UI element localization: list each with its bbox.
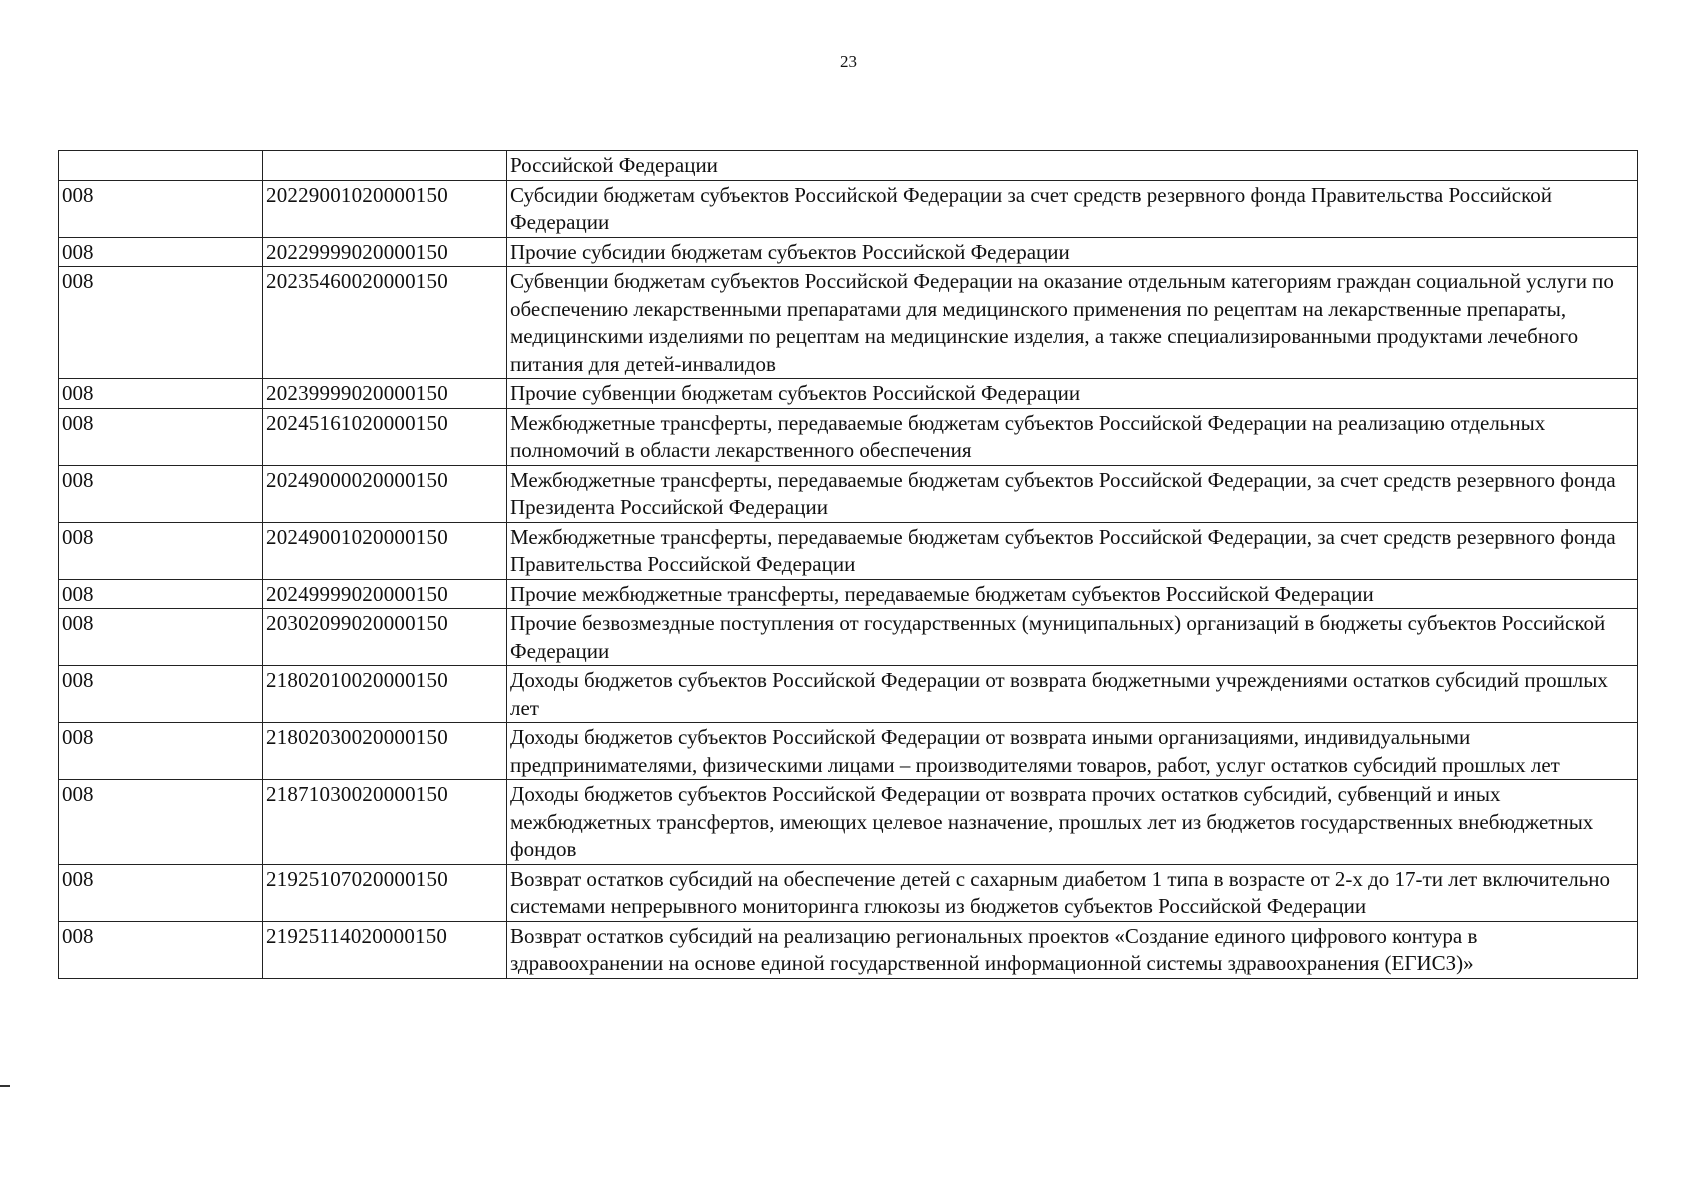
admin-code-cell: 008	[59, 864, 263, 921]
revenue-name-cell: Межбюджетные трансферты, передаваемые бюджетам субъектов Российской Федерации, за счет средств резервного фонда Президента Российской Федерации	[507, 465, 1638, 522]
budget-code-cell: 21925114020000150	[263, 921, 507, 978]
revenue-name-cell: Доходы бюджетов субъектов Российской Федерации от возврата бюджетными учреждениями остатков субсидий прошлых лет	[507, 666, 1638, 723]
admin-code-cell: 008	[59, 921, 263, 978]
page-number: 23	[840, 52, 857, 71]
table-row	[59, 151, 1638, 181]
revenue-name-cell: Российской Федерации	[507, 151, 1638, 181]
admin-code-cell: 008	[59, 465, 263, 522]
revenue-name-cell: Возврат остатков субсидий на обеспечение детей с сахарным диабетом 1 типа в возрасте от 2-х до 17-ти лет включительно системами непрерывного мониторинга глюкозы из бюджетов субъектов Российской Федерации	[507, 864, 1638, 921]
budget-code-cell: 20235460020000150	[263, 267, 507, 379]
revenue-name-cell: Прочие межбюджетные трансферты, передаваемые бюджетам субъектов Российской Федерации	[507, 579, 1638, 609]
budget-code-cell: 20229999020000150	[263, 237, 507, 267]
table-row	[59, 465, 1638, 522]
table-row	[59, 237, 1638, 267]
table-row	[59, 723, 1638, 780]
admin-code-cell	[59, 151, 263, 181]
admin-code-cell: 008	[59, 522, 263, 579]
margin-mark	[0, 1085, 10, 1087]
revenue-name-cell: Доходы бюджетов субъектов Российской Федерации от возврата иными организациями, индивидуальными предпринимателями, физическими лицами – производителями товаров, работ, услуг остатков субсидий прошлых лет	[507, 723, 1638, 780]
table-body	[59, 151, 1638, 979]
admin-code-cell: 008	[59, 723, 263, 780]
admin-code-cell: 008	[59, 267, 263, 379]
budget-code-cell: 20249001020000150	[263, 522, 507, 579]
admin-code-cell: 008	[59, 780, 263, 865]
budget-code-cell: 21802010020000150	[263, 666, 507, 723]
admin-code-cell: 008	[59, 609, 263, 666]
table-row	[59, 522, 1638, 579]
revenue-name-cell: Прочие субсидии бюджетам субъектов Российской Федерации	[507, 237, 1638, 267]
revenue-name-cell: Доходы бюджетов субъектов Российской Федерации от возврата прочих остатков субсидий, субвенций и иных межбюджетных трансфертов, имеющих целевое назначение, прошлых лет из бюджетов государственных внебюджетных фондов	[507, 780, 1638, 865]
budget-code-cell: 21802030020000150	[263, 723, 507, 780]
table-row	[59, 609, 1638, 666]
budget-codes-table-container	[58, 150, 1638, 979]
revenue-name-cell: Прочие безвозмездные поступления от государственных (муниципальных) организаций в бюджеты субъектов Российской Федерации	[507, 609, 1638, 666]
table-row	[59, 379, 1638, 409]
admin-code-cell: 008	[59, 180, 263, 237]
admin-code-cell: 008	[59, 579, 263, 609]
table-row	[59, 180, 1638, 237]
admin-code-cell: 008	[59, 379, 263, 409]
table-row	[59, 780, 1638, 865]
budget-codes-table	[58, 150, 1638, 979]
revenue-name-cell: Возврат остатков субсидий на реализацию региональных проектов «Создание единого цифрового контура в здравоохранении на основе единой государственной информационной системы здравоохранения (ЕГИСЗ)»	[507, 921, 1638, 978]
table-row	[59, 408, 1638, 465]
revenue-name-cell: Межбюджетные трансферты, передаваемые бюджетам субъектов Российской Федерации на реализацию отдельных полномочий в области лекарственного обеспечения	[507, 408, 1638, 465]
budget-code-cell: 21925107020000150	[263, 864, 507, 921]
budget-code-cell	[263, 151, 507, 181]
budget-code-cell: 20302099020000150	[263, 609, 507, 666]
revenue-name-cell: Прочие субвенции бюджетам субъектов Российской Федерации	[507, 379, 1638, 409]
table-row	[59, 267, 1638, 379]
budget-code-cell: 20229001020000150	[263, 180, 507, 237]
admin-code-cell: 008	[59, 237, 263, 267]
budget-code-cell: 20249000020000150	[263, 465, 507, 522]
admin-code-cell: 008	[59, 666, 263, 723]
table-row	[59, 579, 1638, 609]
budget-code-cell: 20249999020000150	[263, 579, 507, 609]
revenue-name-cell: Субвенции бюджетам субъектов Российской Федерации на оказание отдельным категориям граждан социальной услуги по обеспечению лекарственными препаратами для медицинского применения по рецептам на лекарственные препараты, медицинскими изделиями по рецептам на медицинские изделия, а также специализированными продуктами лечебного питания для детей-инвалидов	[507, 267, 1638, 379]
revenue-name-cell: Межбюджетные трансферты, передаваемые бюджетам субъектов Российской Федерации, за счет средств резервного фонда Правительства Российской Федерации	[507, 522, 1638, 579]
revenue-name-cell: Субсидии бюджетам субъектов Российской Федерации за счет средств резервного фонда Правительства Российской Федерации	[507, 180, 1638, 237]
table-row	[59, 864, 1638, 921]
budget-code-cell: 20245161020000150	[263, 408, 507, 465]
table-row	[59, 666, 1638, 723]
budget-code-cell: 21871030020000150	[263, 780, 507, 865]
admin-code-cell: 008	[59, 408, 263, 465]
budget-code-cell: 20239999020000150	[263, 379, 507, 409]
table-row	[59, 921, 1638, 978]
